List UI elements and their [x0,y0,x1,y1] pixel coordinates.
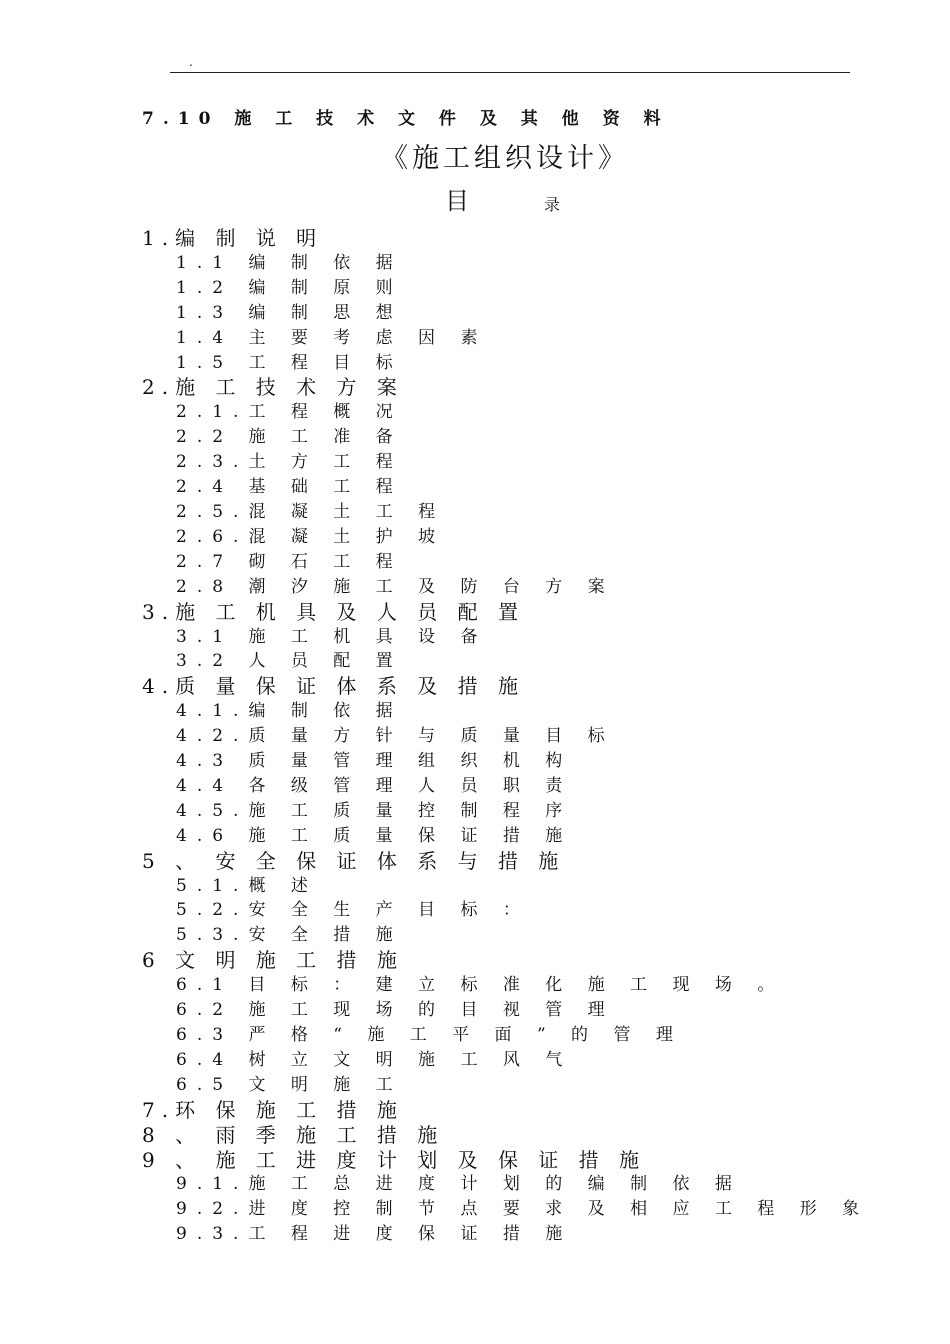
toc-chapter: 5 、 安 全 保 证 体 系 与 措 施 [142,848,566,873]
toc-subsection: 6.3 严 格 “ 施 工 平 面 ” 的 管 理 [176,1025,683,1045]
toc-subsection: 5.1.概 述 [176,875,318,896]
toc-subsection: 2.8 潮 汐 施 工 及 防 台 方 案 [176,576,615,597]
table-of-contents [0,226,950,1247]
toc-subsection: 4.4 各 级 管 理 人 员 职 责 [176,775,573,796]
toc-subsection: 2.3.土 方 工 程 [176,452,403,473]
toc-chapter: 8 、 雨 季 施 工 措 施 [142,1122,445,1147]
toc-subsection: 1.4 主 要 考 虑 因 素 [176,327,488,348]
toc-subsection: 5.3.安 全 措 施 [176,925,403,946]
toc-chapter: 1.编 制 说 明 [142,226,324,250]
toc-subsection: 5.2.安 全 生 产 目 标 ： [176,900,530,921]
header-mark: . [189,55,193,69]
toc-subsection: 2.1.工 程 概 况 [176,402,403,423]
toc-subsection: 4.1.编 制 依 据 [176,701,403,722]
toc-subsection: 6.1 目 标 ： 建 立 标 准 化 施 工 现 场 。 [176,975,785,996]
toc-subsection: 3.2 人 员 配 置 [176,651,403,672]
toc-subsection: 3.1 施 工 机 具 设 备 [176,626,488,647]
toc-subsection: 1.5 工 程 目 标 [176,352,403,373]
toc-subsection: 4.2.质 量 方 针 与 质 量 目 标 [176,726,615,747]
toc-subsection: 6.5 文 明 施 工 [176,1074,403,1095]
toc-chapter: 7.环 保 施 工 措 施 [142,1097,404,1122]
toc-subsection: 4.6 施 工 质 量 保 证 措 施 [176,825,573,846]
header-rule [170,72,850,73]
document-title: 《施工组织设计》 [381,143,629,174]
toc-subsection: 4.3 质 量 管 理 组 织 机 构 [176,751,573,772]
toc-subsection: 9.1.施 工 总 进 度 计 划 的 编 制 依 据 [176,1174,742,1195]
toc-subsection: 9.3.工 程 进 度 保 证 措 施 [176,1224,573,1245]
toc-subsection: 4.5.施 工 质 量 控 制 程 序 [176,800,573,821]
toc-chapter: 9 、 施 工 进 度 计 划 及 保 证 措 施 [142,1147,647,1172]
section-heading: 7.10 施 工 技 术 文 件 及 其 他 资 料 [142,109,670,129]
toc-subsection: 2.6.混 凝 土 护 坡 [176,526,446,547]
toc-chapter: 2.施 工 技 术 方 案 [142,375,404,400]
toc-heading-mu: 目 [445,187,469,215]
toc-subsection: 1.1 编 制 依 据 [176,252,403,273]
toc-subsection: 2.4 基 础 工 程 [176,477,403,498]
toc-subsection: 1.2 编 制 原 则 [176,277,403,298]
toc-subsection: 2.5.混 凝 土 工 程 [176,501,446,522]
toc-heading-lu: 录 [544,195,561,214]
toc-chapter: 4.质 量 保 证 体 系 及 措 施 [142,674,525,699]
toc-chapter: 3.施 工 机 具 及 人 员 配 置 [142,599,525,624]
toc-subsection: 2.2 施 工 准 备 [176,427,403,448]
toc-subsection: 9.2.进 度 控 制 节 点 要 求 及 相 应 工 程 形 象 [176,1199,870,1220]
toc-subsection: 6.2 施 工 现 场 的 目 视 管 理 [176,1000,615,1021]
toc-subsection: 1.3 编 制 思 想 [176,302,403,323]
toc-subsection: 6.4 树 立 文 明 施 工 风 气 [176,1049,573,1070]
toc-chapter: 6 文 明 施 工 措 施 [142,948,404,973]
toc-subsection: 2.7 砌 石 工 程 [176,551,403,572]
